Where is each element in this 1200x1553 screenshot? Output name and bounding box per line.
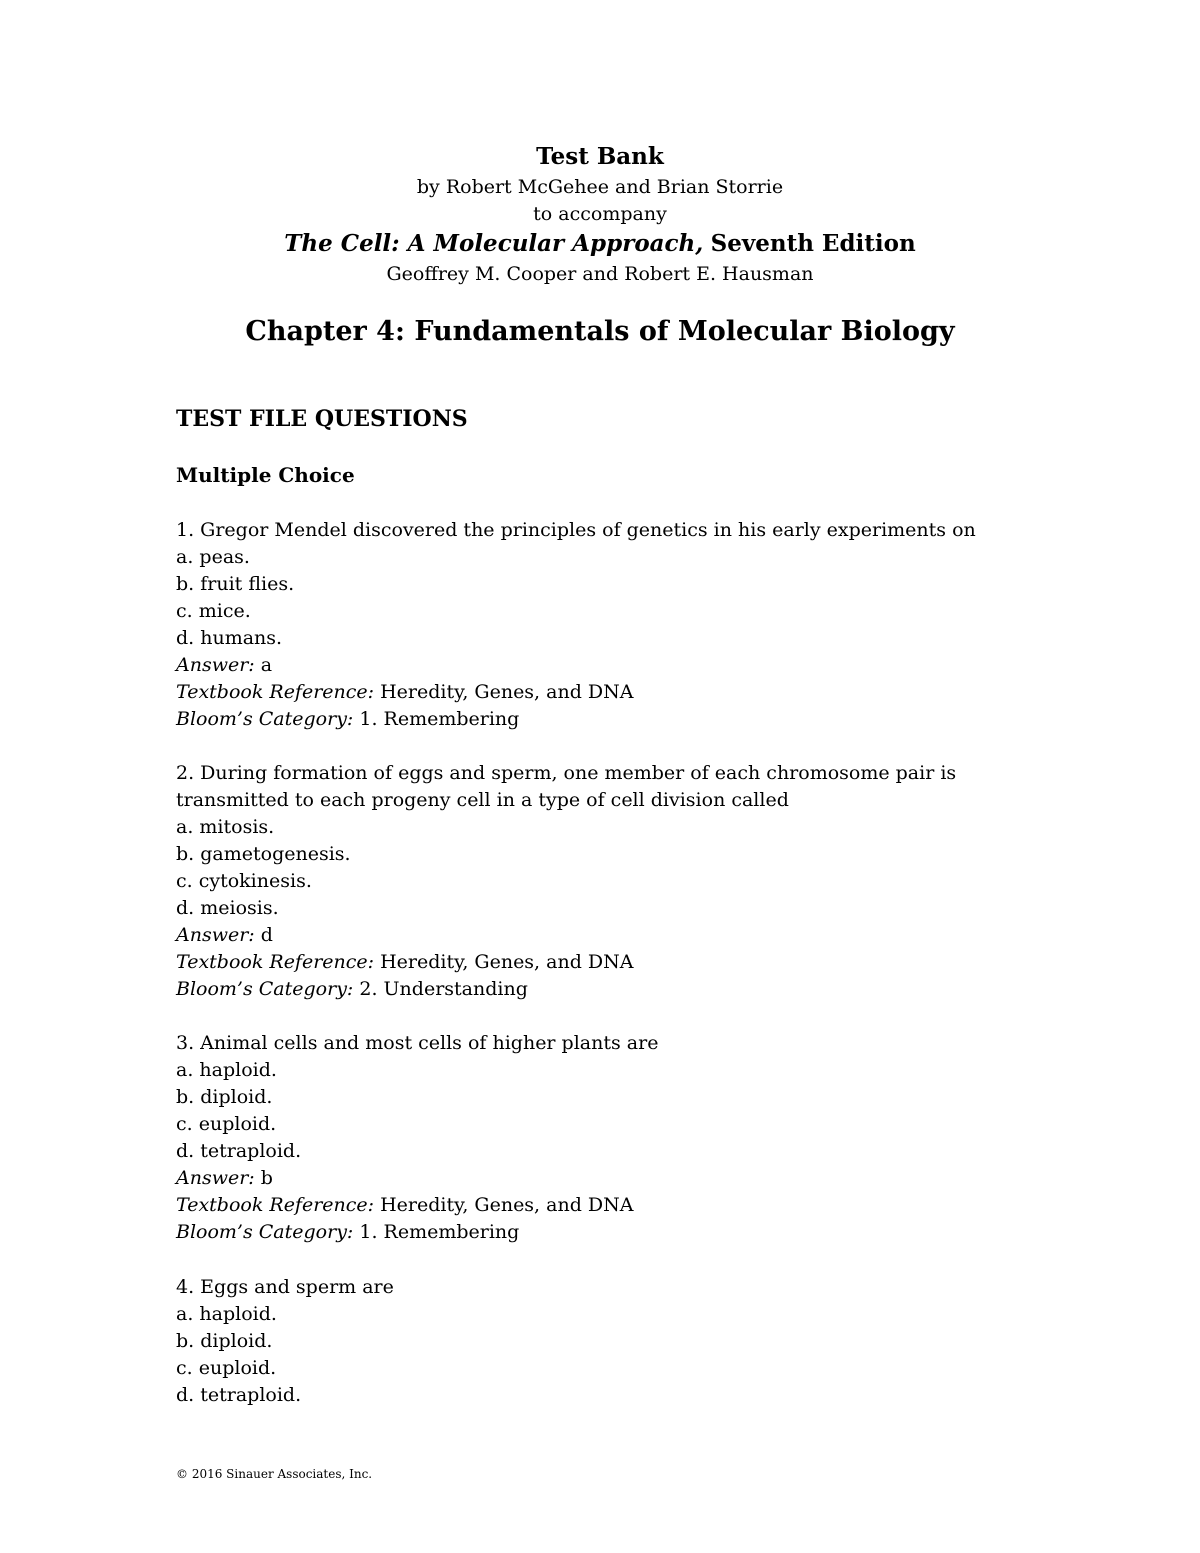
option-a: a. haploid. [176, 1303, 277, 1325]
reference-line [176, 1192, 1056, 1219]
question-1 [176, 517, 1056, 733]
question-stem: 3. Animal cells and most cells of higher plants are [176, 1032, 659, 1054]
reference-line [176, 679, 1056, 706]
option-b: b. diploid. [176, 1330, 273, 1352]
bloom-line [176, 706, 1056, 733]
reference-value: Heredity, Genes, and DNA [374, 951, 634, 973]
question-stem-continued: transmitted to each progeny cell in a type of cell division called [176, 789, 789, 811]
subsection-title: Multiple Choice [176, 463, 355, 487]
answer-value: a [254, 654, 273, 676]
document-title: Test Bank [536, 143, 664, 170]
bloom-value: 2. Understanding [353, 978, 528, 1000]
answer-value: d [254, 924, 273, 946]
bloom-label: Bloom’s Category: [176, 978, 354, 1000]
bloom-value: 1. Remembering [353, 1221, 520, 1243]
reference-line [176, 949, 1056, 976]
copyright-footer: © 2016 Sinauer Associates, Inc. [176, 1467, 373, 1481]
chapter-title: Chapter 4: Fundamentals of Molecular Biology [245, 316, 955, 347]
option-a: a. mitosis. [176, 816, 275, 838]
answer-line [176, 1165, 1056, 1192]
answer-line [176, 922, 1056, 949]
option-b: b. diploid. [176, 1086, 273, 1108]
option-c: c. mice. [176, 600, 251, 622]
book-line [0, 228, 1200, 260]
accompany-line: to accompany [533, 203, 667, 225]
bloom-line [176, 1219, 1056, 1246]
reference-label: Textbook Reference: [176, 951, 375, 973]
question-2 [176, 760, 1056, 1003]
book-title: The Cell: A Molecular Approach, [284, 230, 704, 257]
answer-label: Answer: [176, 1167, 255, 1189]
option-c: c. euploid. [176, 1357, 277, 1379]
reference-value: Heredity, Genes, and DNA [374, 681, 634, 703]
option-d: d. humans. [176, 627, 283, 649]
option-a: a. peas. [176, 546, 250, 568]
answer-line [176, 652, 1056, 679]
question-3 [176, 1030, 1056, 1246]
answer-label: Answer: [176, 654, 255, 676]
question-stem: 2. During formation of eggs and sperm, one member of each chromosome pair is [176, 762, 957, 784]
section-title: TEST FILE QUESTIONS [176, 406, 468, 432]
answer-label: Answer: [176, 924, 255, 946]
bloom-label: Bloom’s Category: [176, 1221, 354, 1243]
answer-value: b [254, 1167, 273, 1189]
reference-value: Heredity, Genes, and DNA [374, 1194, 634, 1216]
bloom-value: 1. Remembering [353, 708, 520, 730]
option-b: b. gametogenesis. [176, 843, 351, 865]
bloom-label: Bloom’s Category: [176, 708, 354, 730]
question-stem: 4. Eggs and sperm are [176, 1276, 394, 1298]
option-d: d. tetraploid. [176, 1384, 302, 1406]
option-c: c. cytokinesis. [176, 870, 312, 892]
question-stem: 1. Gregor Mendel discovered the principles of genetics in his early experiments on [176, 519, 976, 541]
option-d: d. tetraploid. [176, 1140, 302, 1162]
question-4 [176, 1274, 1056, 1409]
book-edition: Seventh Edition [710, 230, 916, 257]
option-c: c. euploid. [176, 1113, 277, 1135]
reference-label: Textbook Reference: [176, 681, 375, 703]
book-authors: Geoffrey M. Cooper and Robert E. Hausman [386, 263, 814, 285]
option-d: d. meiosis. [176, 897, 279, 919]
bloom-line [176, 976, 1056, 1003]
author-byline: by Robert McGehee and Brian Storrie [416, 176, 784, 198]
reference-label: Textbook Reference: [176, 1194, 375, 1216]
option-a: a. haploid. [176, 1059, 277, 1081]
option-b: b. fruit flies. [176, 573, 295, 595]
